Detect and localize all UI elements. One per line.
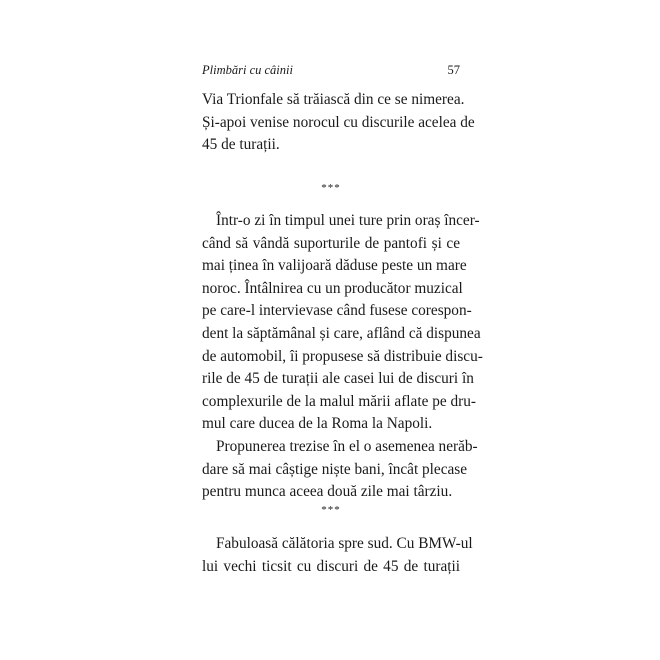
text-line: 45 de turații. xyxy=(202,136,280,154)
text-line: mul care ducea de la Roma la Napoli. xyxy=(202,415,433,433)
text-line: de automobil, îi propusese să distribuie discu- xyxy=(202,347,483,365)
text-line: Și-apoi venise norocul cu discurile acelea de xyxy=(202,113,475,131)
page-number: 57 xyxy=(447,63,460,77)
section-separator: *** xyxy=(321,504,341,516)
running-header xyxy=(202,63,460,83)
text-line: complexurile de la malul mării aflate pe dru- xyxy=(202,392,476,410)
text-line: rile de 45 de turații ale casei lui de discuri în xyxy=(202,370,474,388)
text-line: Propunerea trezise în el o asemenea nerăb- xyxy=(216,438,478,455)
text-line: dent la săptămânal și care, aflând că dispunea xyxy=(202,324,481,342)
text-line: mai ținea în valijoară dăduse peste un mare xyxy=(202,257,467,275)
text-line: pentru munca aceea două zile mai târziu. xyxy=(202,483,453,501)
paragraph-continuation xyxy=(202,89,475,157)
text-line: Via Trionfale să trăiască din ce se nimerea. xyxy=(202,91,465,108)
text-line: lui vechi ticsit cu discuri de 45 de turații xyxy=(202,557,460,575)
text-line: dare să mai câștige niște bani, încât plecase xyxy=(202,460,468,478)
text-line: pe care-l intervievase când fusese corespon- xyxy=(202,302,472,320)
book-page xyxy=(202,0,483,660)
paragraph xyxy=(202,436,478,504)
text-line: noroc. Întâlnirea cu un producător muzical xyxy=(202,279,463,297)
text-line: Fabuloasă călătoria spre sud. Cu BMW-ul xyxy=(216,535,473,552)
running-title: Plimbări cu câinii xyxy=(202,63,293,77)
text-line: Într-o zi în timpul unei ture prin oraș încer- xyxy=(216,212,480,229)
paragraph xyxy=(202,533,473,578)
text-line: când să vândă suporturile de pantofi și ce xyxy=(202,234,460,252)
paragraph xyxy=(202,210,483,436)
section-separator: *** xyxy=(321,182,341,194)
